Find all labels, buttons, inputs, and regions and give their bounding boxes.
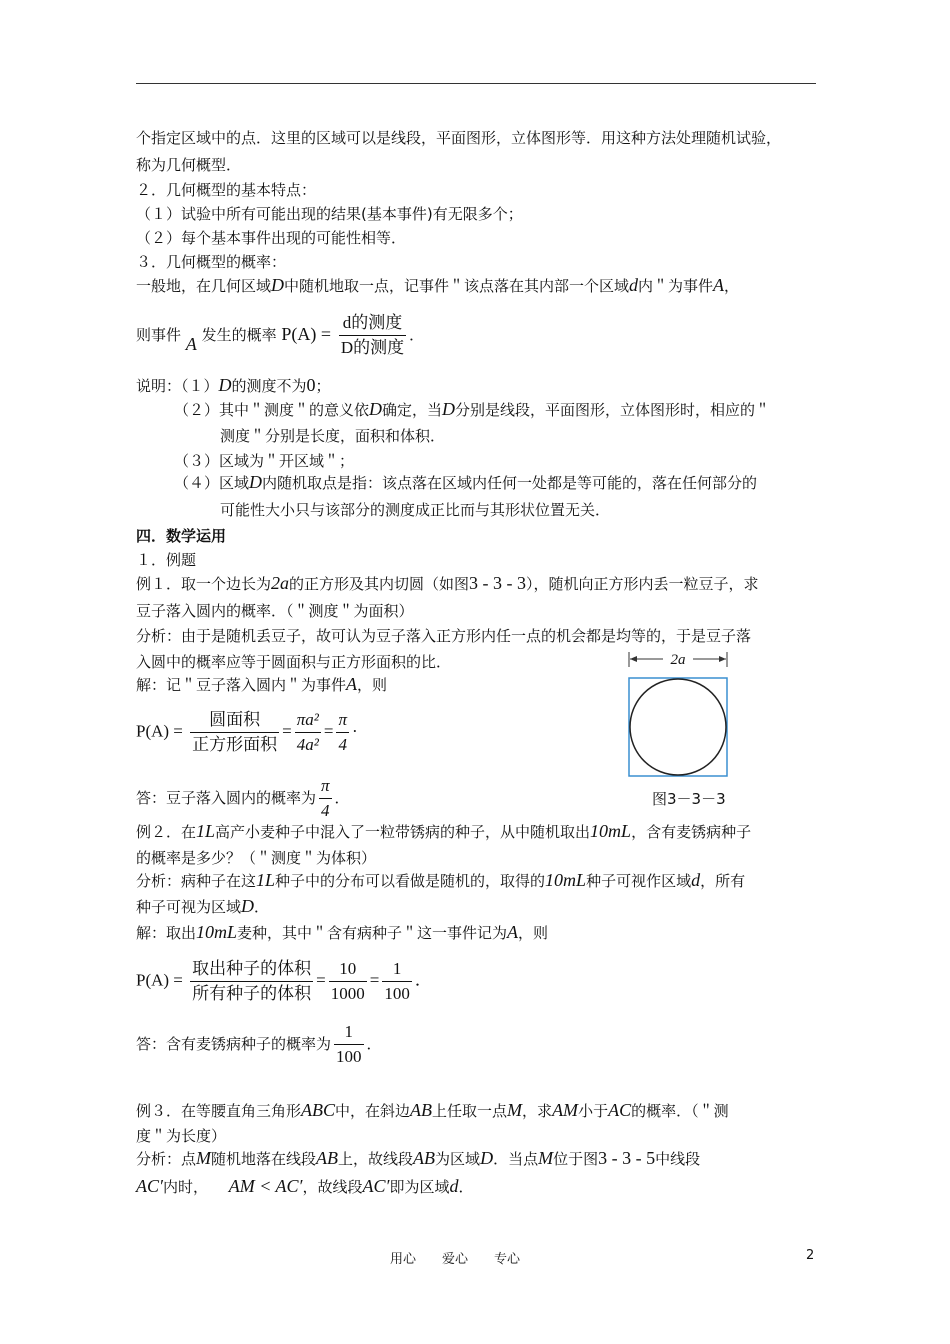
text: 例２．在: [136, 823, 197, 841]
text-line: 测度＂分别是长度，面积和体积．: [220, 427, 446, 445]
figure-ref: 3 - 3 - 5: [598, 1148, 656, 1168]
denominator: D的测度: [340, 338, 405, 357]
math-d: d: [449, 1176, 459, 1196]
note-line-1: [136, 375, 331, 396]
numerator: π: [319, 775, 332, 799]
math-M: M: [538, 1148, 554, 1168]
figure-caption: 图3－3－3: [652, 790, 726, 808]
side-length-label: 2a: [670, 652, 686, 668]
example1-equation: [136, 709, 358, 756]
text: 分析：病种子在这: [136, 872, 257, 890]
math-d: d: [691, 870, 701, 890]
example3-analysis: [136, 1148, 700, 1169]
math-d: d: [629, 275, 639, 295]
math-D: D: [271, 275, 285, 295]
text: ，故线段: [302, 1178, 363, 1196]
equals: =: [323, 721, 334, 741]
text-line: 分析：由于是随机丢豆子，故可认为豆子落入正方形内任一点的机会都是均等的，于是豆子落: [136, 627, 752, 645]
text: ，求: [522, 1102, 553, 1120]
denominator: 4: [338, 735, 347, 754]
denominator: 所有种子的体积: [192, 984, 312, 1003]
text: 上，故线段: [338, 1150, 414, 1168]
text: 内＂为事件: [638, 277, 714, 295]
math-2a: 2a: [271, 573, 290, 593]
centered-dot: ·: [352, 721, 358, 741]
text-line: 的概率是多少？（＂测度＂为体积）: [136, 849, 377, 867]
fraction-1-100: [334, 1021, 364, 1068]
math-M: M: [507, 1100, 523, 1120]
math-D: D: [218, 375, 232, 395]
math-1L: 1L: [196, 821, 216, 841]
math-AM: AM: [552, 1100, 579, 1120]
example2-line: [136, 821, 751, 842]
numerator: 10: [329, 958, 367, 982]
text: ；: [315, 377, 331, 395]
period: ．: [366, 1035, 382, 1053]
definition-line: [136, 275, 739, 296]
section-heading: 四．数学运用: [136, 527, 227, 545]
text: 内时，: [162, 1178, 208, 1196]
math-A: A: [507, 922, 519, 942]
denominator: 100: [384, 984, 410, 1003]
page-number: 2: [806, 1248, 815, 1263]
text: 分析：点: [136, 1150, 197, 1168]
text-line: （１）试验中所有可能出现的结果(基本事件)有无限多个；: [136, 205, 523, 223]
math-AB: AB: [413, 1148, 436, 1168]
math-D: D: [249, 472, 263, 492]
text-line: 个指定区域中的点．这里的区域可以是线段，平面图形，立体图形等．用这种方法处理随机试验，: [136, 129, 782, 147]
text: 内随机取点是指：该点落在区域内任何一处都是等可能的，落在任何部分的: [262, 474, 758, 492]
denominator: 4a²: [296, 735, 319, 754]
math-AM-lt-AC: AM < AC′: [228, 1176, 303, 1196]
math-ABC: ABC: [301, 1100, 336, 1120]
text: 种子可视作区域: [586, 872, 692, 890]
text-line: （３）区域为＂开区域＂；: [174, 452, 355, 470]
text-line: 豆子落入圆内的概率．（＂测度＂为面积）: [136, 602, 414, 620]
text: 解：记＂豆子落入圆内＂为事件: [136, 676, 347, 694]
text: ，含有麦锈病种子: [631, 823, 752, 841]
fraction-pi-over-4: [319, 775, 332, 822]
fraction-1-100: [382, 958, 412, 1005]
example1-answer: [136, 774, 350, 822]
text-line: （２）每个基本事件出现的可能性相等．: [136, 229, 407, 247]
example3-analysis-2: [136, 1176, 474, 1197]
example2-equation: [136, 958, 432, 1005]
text: 高产小麦种子中混入了一粒带锈病的种子，从中随机取出: [215, 823, 591, 841]
text: 中线段: [655, 1150, 701, 1168]
equals: =: [316, 970, 326, 990]
text: 的正方形及其内切圆（如图: [289, 575, 470, 593]
text: 即为区域: [389, 1178, 450, 1196]
fraction-pi-over-4: [336, 709, 349, 756]
denominator: 4: [321, 801, 330, 820]
numerator: π: [336, 709, 349, 733]
fraction-volume: [190, 958, 313, 1005]
period: ．: [414, 970, 432, 990]
fraction-geo: [339, 312, 406, 359]
period: ．: [334, 789, 350, 807]
numerator: 圆面积: [190, 709, 279, 733]
text-line: 入圆中的概率应等于圆面积与正方形面积的比．: [136, 653, 452, 671]
text: ，: [724, 277, 740, 295]
denominator: 正方形面积: [192, 735, 278, 754]
example2-solution: [136, 922, 548, 943]
math-D: D: [241, 896, 255, 916]
math-AC: AC: [608, 1100, 632, 1120]
text: 一般地，在几何区域: [136, 277, 272, 295]
text: 答：含有麦锈病种子的概率为: [136, 1035, 332, 1053]
math-1L: 1L: [256, 870, 276, 890]
math-A: A: [346, 674, 358, 694]
example2-analysis: [136, 870, 745, 891]
text: ），随机向正方形内丢一粒豆子，求: [526, 575, 759, 593]
math-A: A: [185, 334, 197, 354]
footer-slogan: 用心 爱心 专心: [390, 1252, 521, 1267]
text: 分别是线段，平面图形，立体图形时，相应的＂: [455, 401, 771, 419]
text: 随机地落在线段: [211, 1150, 317, 1168]
text: ．: [458, 1178, 474, 1196]
equals: =: [369, 970, 380, 990]
numerator: 取出种子的体积: [190, 958, 313, 982]
text: 小于: [578, 1102, 609, 1120]
math-10mL: 10mL: [196, 922, 238, 942]
heading-basic-features: ２．几何概型的基本特点：: [136, 181, 317, 199]
fraction-pia: [295, 709, 321, 756]
text: 的测度不为: [231, 377, 307, 395]
text: （２）其中＂测度＂的意义依: [174, 401, 370, 419]
math-PA: P(A) =: [136, 721, 183, 741]
math-A: A: [713, 275, 725, 295]
numerator: d的测度: [339, 312, 406, 336]
denominator: 100: [336, 1047, 362, 1066]
example1-line: [136, 573, 759, 594]
text: 则事件: [136, 326, 182, 344]
text-line: 称为几何概型．: [136, 156, 242, 174]
example2-answer: [136, 1020, 382, 1068]
math-AB: AB: [410, 1100, 433, 1120]
text: 种子可视为区域: [136, 898, 242, 916]
text: 例１．取一个边长为: [136, 575, 272, 593]
math-M: M: [196, 1148, 212, 1168]
inscribed-circle-figure: [627, 647, 731, 777]
fraction-area: [190, 709, 279, 756]
text: 发生的概率: [201, 326, 277, 344]
header-rule: [136, 83, 816, 84]
period: ．: [409, 326, 425, 344]
text: 种子中的分布可以看做是随机的，取得的: [275, 872, 546, 890]
math-10mL: 10mL: [545, 870, 587, 890]
text: 解：取出: [136, 924, 197, 942]
math-10mL: 10mL: [590, 821, 632, 841]
text: ．当点: [493, 1150, 539, 1168]
example1-solution: [136, 674, 387, 695]
heading-probability: ３．几何概型的概率：: [136, 253, 287, 271]
math-D: D: [369, 399, 383, 419]
math-ACprime: AC′: [362, 1176, 390, 1196]
figure-ref: 3 - 3 - 3: [469, 573, 527, 593]
example3-line: [136, 1100, 729, 1121]
text: 答：豆子落入圆内的概率为: [136, 789, 317, 807]
math-PA: P(A) =: [281, 324, 332, 344]
numerator: 1: [382, 958, 412, 982]
text: 上任取一点: [432, 1102, 508, 1120]
text: 的概率．（＂测: [631, 1102, 729, 1120]
text: ，则: [357, 676, 388, 694]
text: ，所有: [700, 872, 746, 890]
definition-formula-line: [136, 310, 424, 359]
fraction-10-1000: [329, 958, 367, 1005]
example2-analysis-2: [136, 896, 269, 917]
text: 例３．在等腰直角三角形: [136, 1102, 302, 1120]
inscribed-circle: [630, 679, 726, 775]
math-PA: P(A) =: [136, 970, 183, 990]
subheading-examples: １．例题: [136, 551, 197, 569]
math-D: D: [480, 1148, 494, 1168]
text: ．: [254, 898, 270, 916]
math-AB: AB: [316, 1148, 339, 1168]
text: 为区域: [435, 1150, 481, 1168]
text: 位于图: [553, 1150, 599, 1168]
equals: =: [282, 721, 292, 741]
text: 中，在斜边: [335, 1102, 411, 1120]
text: 中随机地取一点，记事件＂该点落在其内部一个区域: [284, 277, 630, 295]
text: 麦种，其中＂含有病种子＂这一事件记为: [237, 924, 508, 942]
numerator: 1: [334, 1021, 364, 1045]
math-D: D: [442, 399, 456, 419]
math-ACprime: AC′: [136, 1176, 163, 1196]
text: 说明：（１）: [136, 377, 219, 395]
text: ，则: [518, 924, 549, 942]
text-line: 可能性大小只与该部分的测度成正比而与其形状位置无关．: [220, 501, 611, 519]
note-line-2: [174, 399, 770, 420]
text: （４）区域: [174, 474, 250, 492]
text: 确定，当: [382, 401, 443, 419]
math-zero: 0: [306, 375, 316, 395]
text-line: 度＂为长度）: [136, 1127, 227, 1145]
numerator: πa²: [295, 709, 321, 733]
note-line-4: [174, 472, 757, 493]
denominator: 1000: [330, 984, 365, 1003]
